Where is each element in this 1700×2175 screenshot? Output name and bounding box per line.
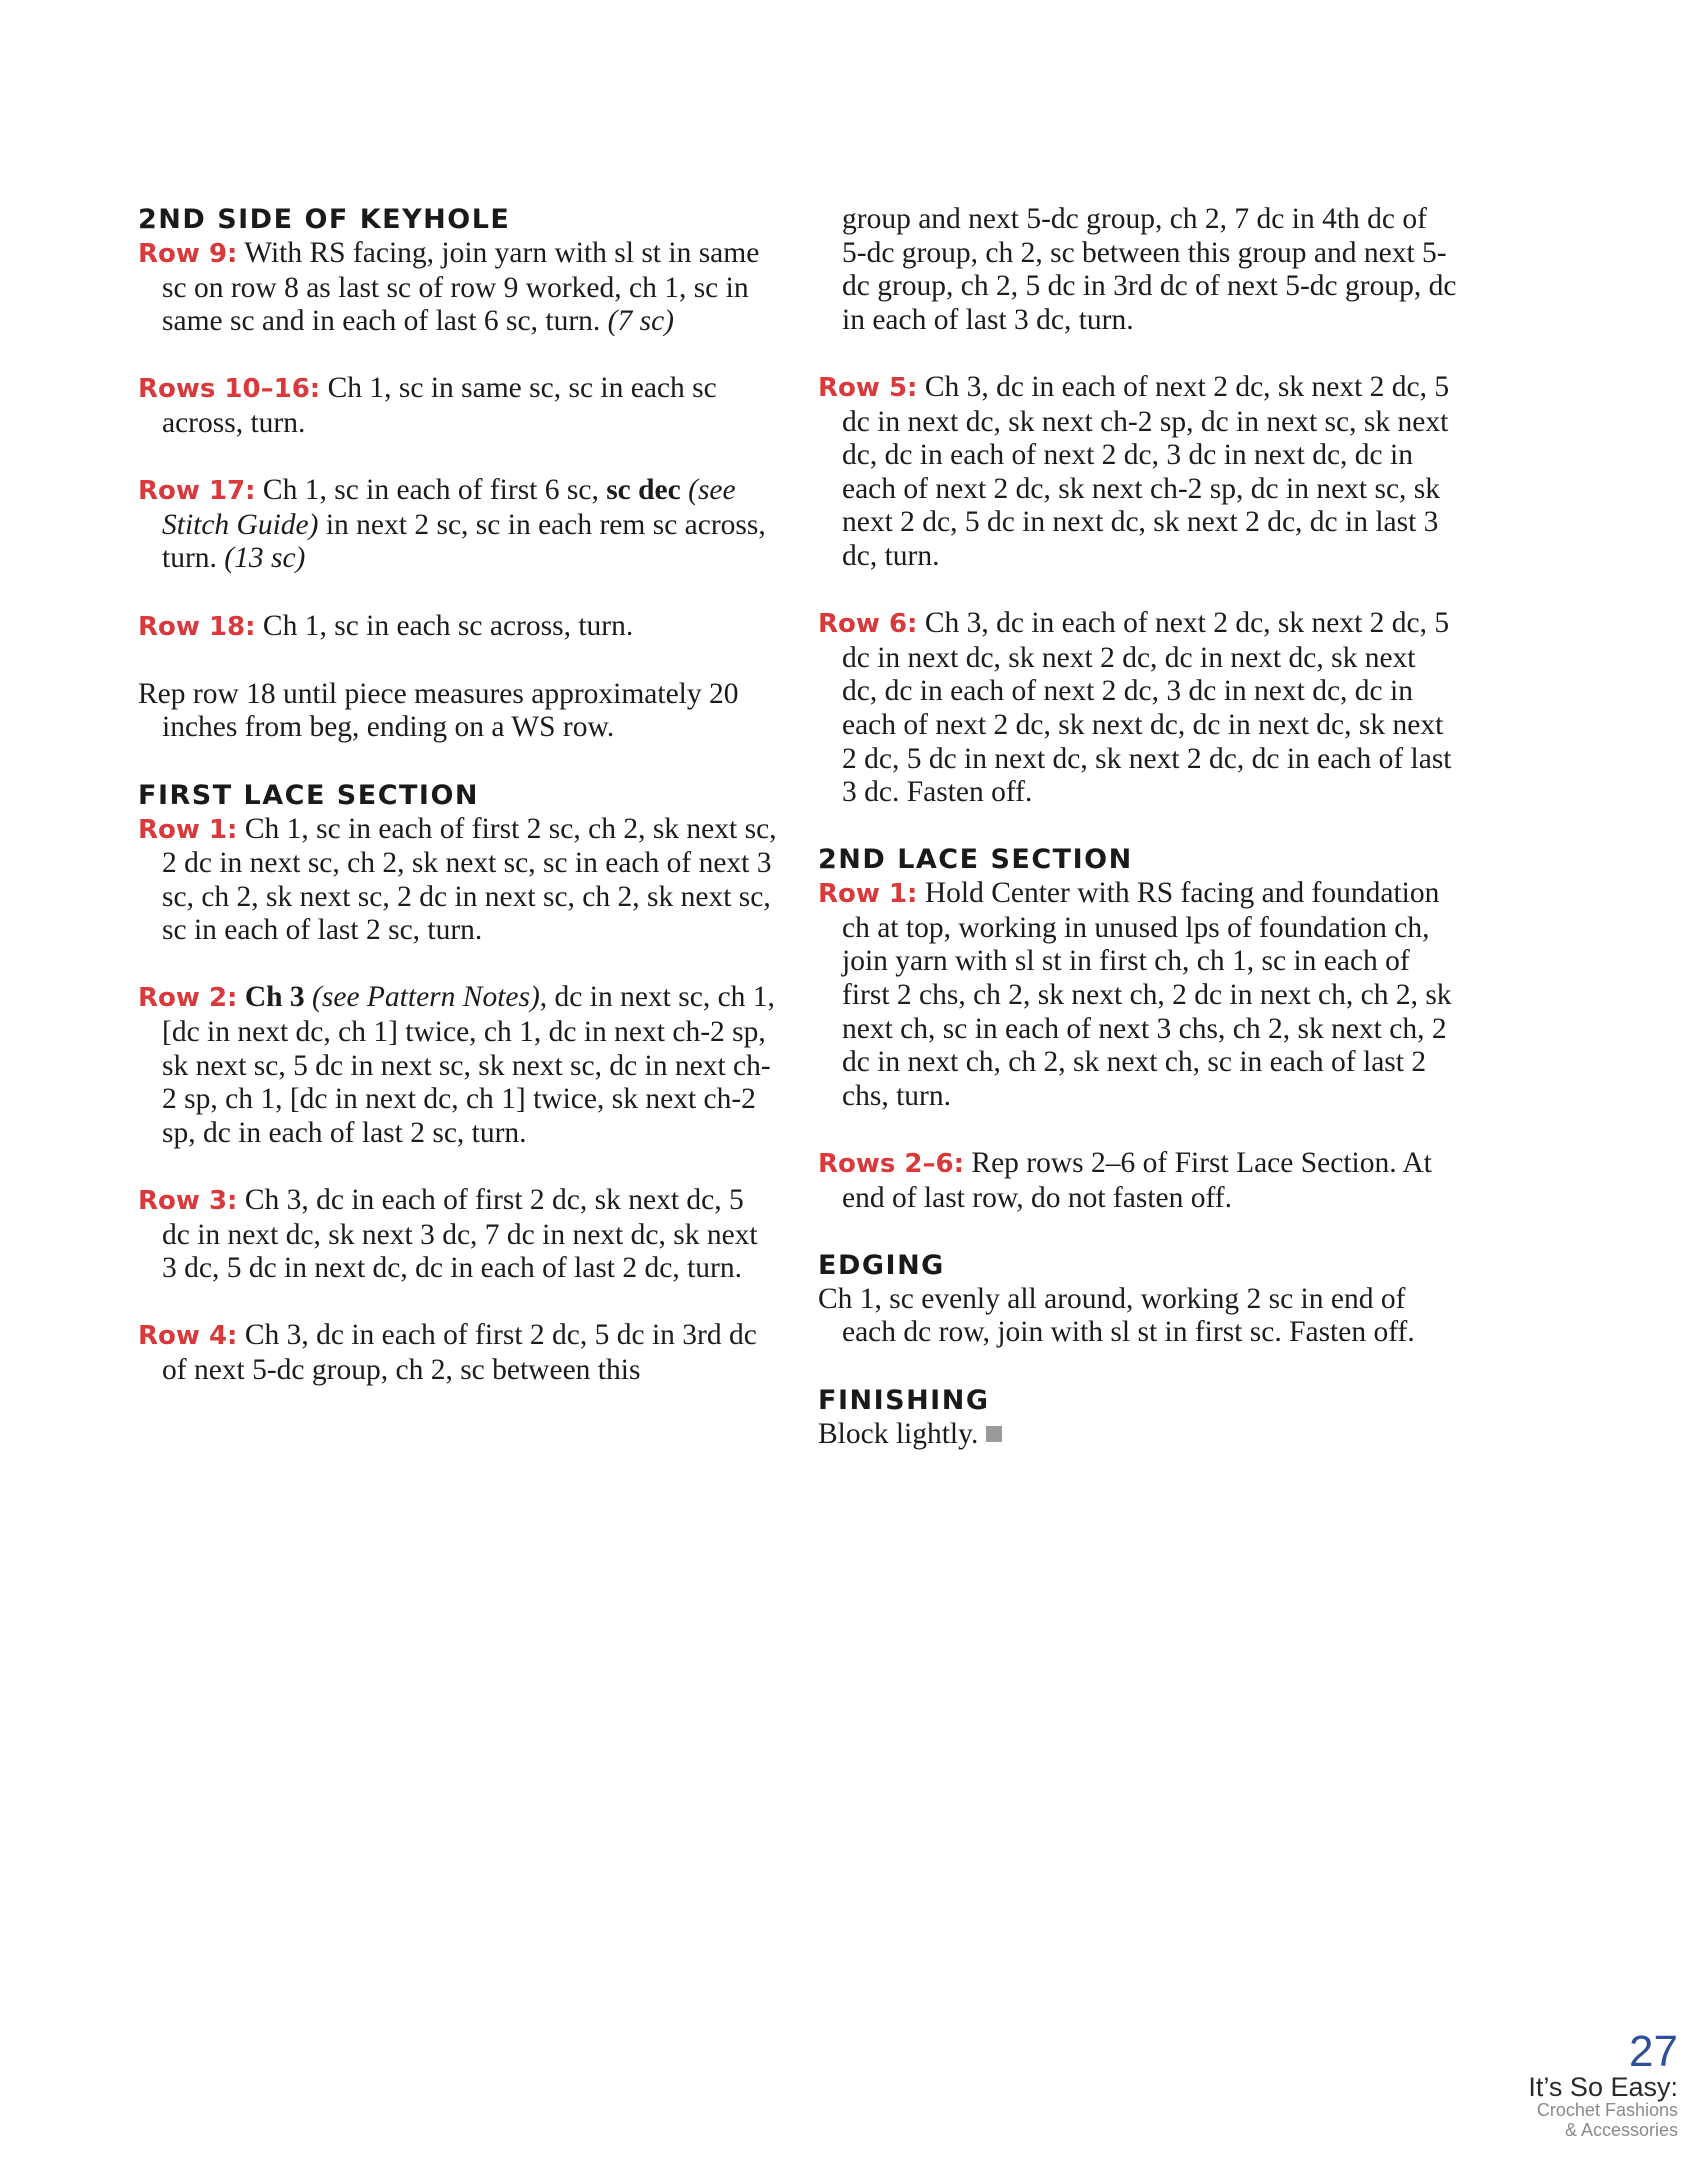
rows-10-16	[138, 372, 778, 440]
row-label: Row 9:	[138, 239, 238, 269]
row-text: Ch 1, sc in each sc across, turn.	[255, 609, 634, 642]
lace-row-2	[138, 981, 778, 1150]
second-lace-row-1	[818, 877, 1458, 1113]
row-label: Row 17:	[138, 476, 256, 507]
book-subtitle-line-2: & Accessories	[1564, 2120, 1678, 2140]
row-text: Rep rows 2–6 of First Lace Section. At end of last row, do not fasten off.	[842, 1147, 1432, 1214]
page-footer	[1528, 2027, 1678, 2140]
row-text: Hold Center with RS facing and foundation ch at top, working in unused lps of foundation ch, join yarn with sl st in first ch, ch 1, sc in each of first 2 chs, ch 2, sk next ch, 2 dc in next ch, ch 2, sk next ch, sc in each of next 3 chs, ch 2, sk next ch, 2 dc in next ch, ch 2, sk next ch, sc in each of last 2 chs, turn.	[842, 877, 1452, 1112]
lace-row-5	[818, 371, 1458, 574]
book-title: It’s So Easy:	[1528, 2072, 1678, 2102]
row-label: Rows 10–16:	[138, 374, 321, 405]
row-text: Ch 3, dc in each of first 2 dc, sk next dc, 5 dc in next dc, sk next 3 dc, 7 dc in next dc, sk next 3 dc, 5 dc in next dc, dc in each of last 2 dc, turn.	[162, 1184, 758, 1285]
lace-row-4	[138, 1319, 778, 1387]
stitch-count: (7 sc)	[607, 305, 674, 338]
right-column	[818, 203, 1458, 1451]
row-text: in next 2 sc, sc in each rem sc across, turn.	[162, 508, 766, 575]
row-text: Ch 1, sc in each of first 2 sc, ch 2, sk next sc, 2 dc in next sc, ch 2, sk next sc, sc in each of next 3 sc, ch 2, sk next sc, 2 dc in next sc, ch 2, sk next sc, sc in each of last 2 sc, turn.	[162, 812, 777, 947]
section-heading-second-lace: 2ND LACE SECTION	[818, 844, 1133, 876]
book-subtitle-line-1: Crochet Fashions	[1536, 2100, 1678, 2120]
row-label: Row 6:	[818, 609, 918, 640]
section-heading-keyhole: 2ND SIDE OF KEYHOLE	[138, 204, 511, 235]
row-label: Row 1:	[138, 814, 238, 845]
page-number: 27	[1629, 2027, 1678, 2076]
row-17	[138, 474, 778, 576]
row-18	[138, 610, 778, 645]
left-column	[138, 203, 778, 1388]
lace-row-4-continued: group and next 5-dc group, ch 2, 7 dc in 4th dc of 5-dc group, ch 2, sc between this group and next 5-dc group, ch 2, 5 dc in 3rd dc of next 5-dc group, dc in each of last 3 dc, turn.	[842, 203, 1457, 336]
lace-row-6	[818, 607, 1458, 810]
row-text: Ch 3, dc in each of next 2 dc, sk next 2 dc, 5 dc in next dc, sk next ch-2 sp, dc in next sc, sk next dc, dc in each of next 2 dc, 3 dc in next dc, dc in each of next 2 dc, sk next ch-2 sp, dc in next sc, sk next 2 dc, 5 dc in next dc, sk next 2 dc, dc in last 3 dc, turn.	[842, 370, 1450, 572]
row-label: Row 5:	[818, 372, 918, 403]
row-label: Row 2:	[138, 983, 238, 1014]
cross-reference: (see Stitch Guide)	[162, 474, 736, 541]
row-9	[138, 237, 778, 339]
row-text: Ch 1, sc in same sc, sc in each sc across, turn.	[162, 372, 717, 439]
row-label: Row 18:	[138, 611, 256, 642]
second-lace-rows-2-6	[818, 1147, 1458, 1215]
row-text: Ch 1, sc in each of first 6 sc,	[255, 474, 607, 507]
edging-text: Ch 1, sc evenly all around, working 2 sc in end of each dc row, join with sl st in first sc. Fasten off.	[818, 1282, 1415, 1349]
cross-reference: (see Pattern Notes)	[304, 981, 540, 1014]
section-heading-first-lace: FIRST LACE SECTION	[138, 779, 480, 811]
row-text: With RS facing, join yarn with sl st in same sc on row 8 as last sc of row 9 worked, ch 1, sc in same sc and in each of last 6 sc, turn.	[162, 237, 760, 338]
lace-row-1	[138, 813, 778, 948]
finishing-text	[818, 1418, 1458, 1452]
row-label: Row 1:	[818, 879, 918, 910]
section-heading-finishing: FINISHING	[818, 1384, 990, 1416]
row-label: Row 3:	[138, 1186, 238, 1217]
lace-row-3	[138, 1184, 778, 1286]
row-label: Rows 2–6:	[818, 1149, 965, 1180]
row-label: Row 4:	[138, 1321, 238, 1352]
stitch-term: sc dec	[606, 474, 681, 507]
stitch-count: (13 sc)	[224, 542, 306, 575]
section-heading-edging: EDGING	[818, 1249, 945, 1281]
stitch-term: Ch 3	[237, 981, 305, 1014]
row-text: , dc in next sc, ch 1, [dc in next dc, ch 1] twice, ch 1, dc in next ch-2 sp, sk next sc, 5 dc in next sc, sk next sc, dc in next ch-2 sp, ch 1, [dc in next dc, ch 1] twice, sk next ch-2 sp, dc in each of last 2 sc, turn.	[162, 981, 775, 1149]
repeat-instruction: Rep row 18 until piece measures approximately 20 inches from beg, ending on a WS row.	[138, 677, 739, 744]
finishing-instruction: Block lightly.	[818, 1417, 979, 1450]
row-text: Ch 3, dc in each of next 2 dc, sk next 2 dc, 5 dc in next dc, sk next 2 dc, dc in next dc, sk next dc, dc in each of next 2 dc, 3 dc in next dc, dc in each of next 2 dc, sk next dc, dc in next dc, sk next 2 dc, 5 dc in next dc, sk next 2 dc, dc in each of last 3 dc. Fasten off.	[842, 607, 1452, 809]
row-text: Ch 3, dc in each of first 2 dc, 5 dc in 3rd dc of next 5-dc group, ch 2, sc between this	[162, 1319, 757, 1386]
end-square-icon	[986, 1426, 1002, 1442]
